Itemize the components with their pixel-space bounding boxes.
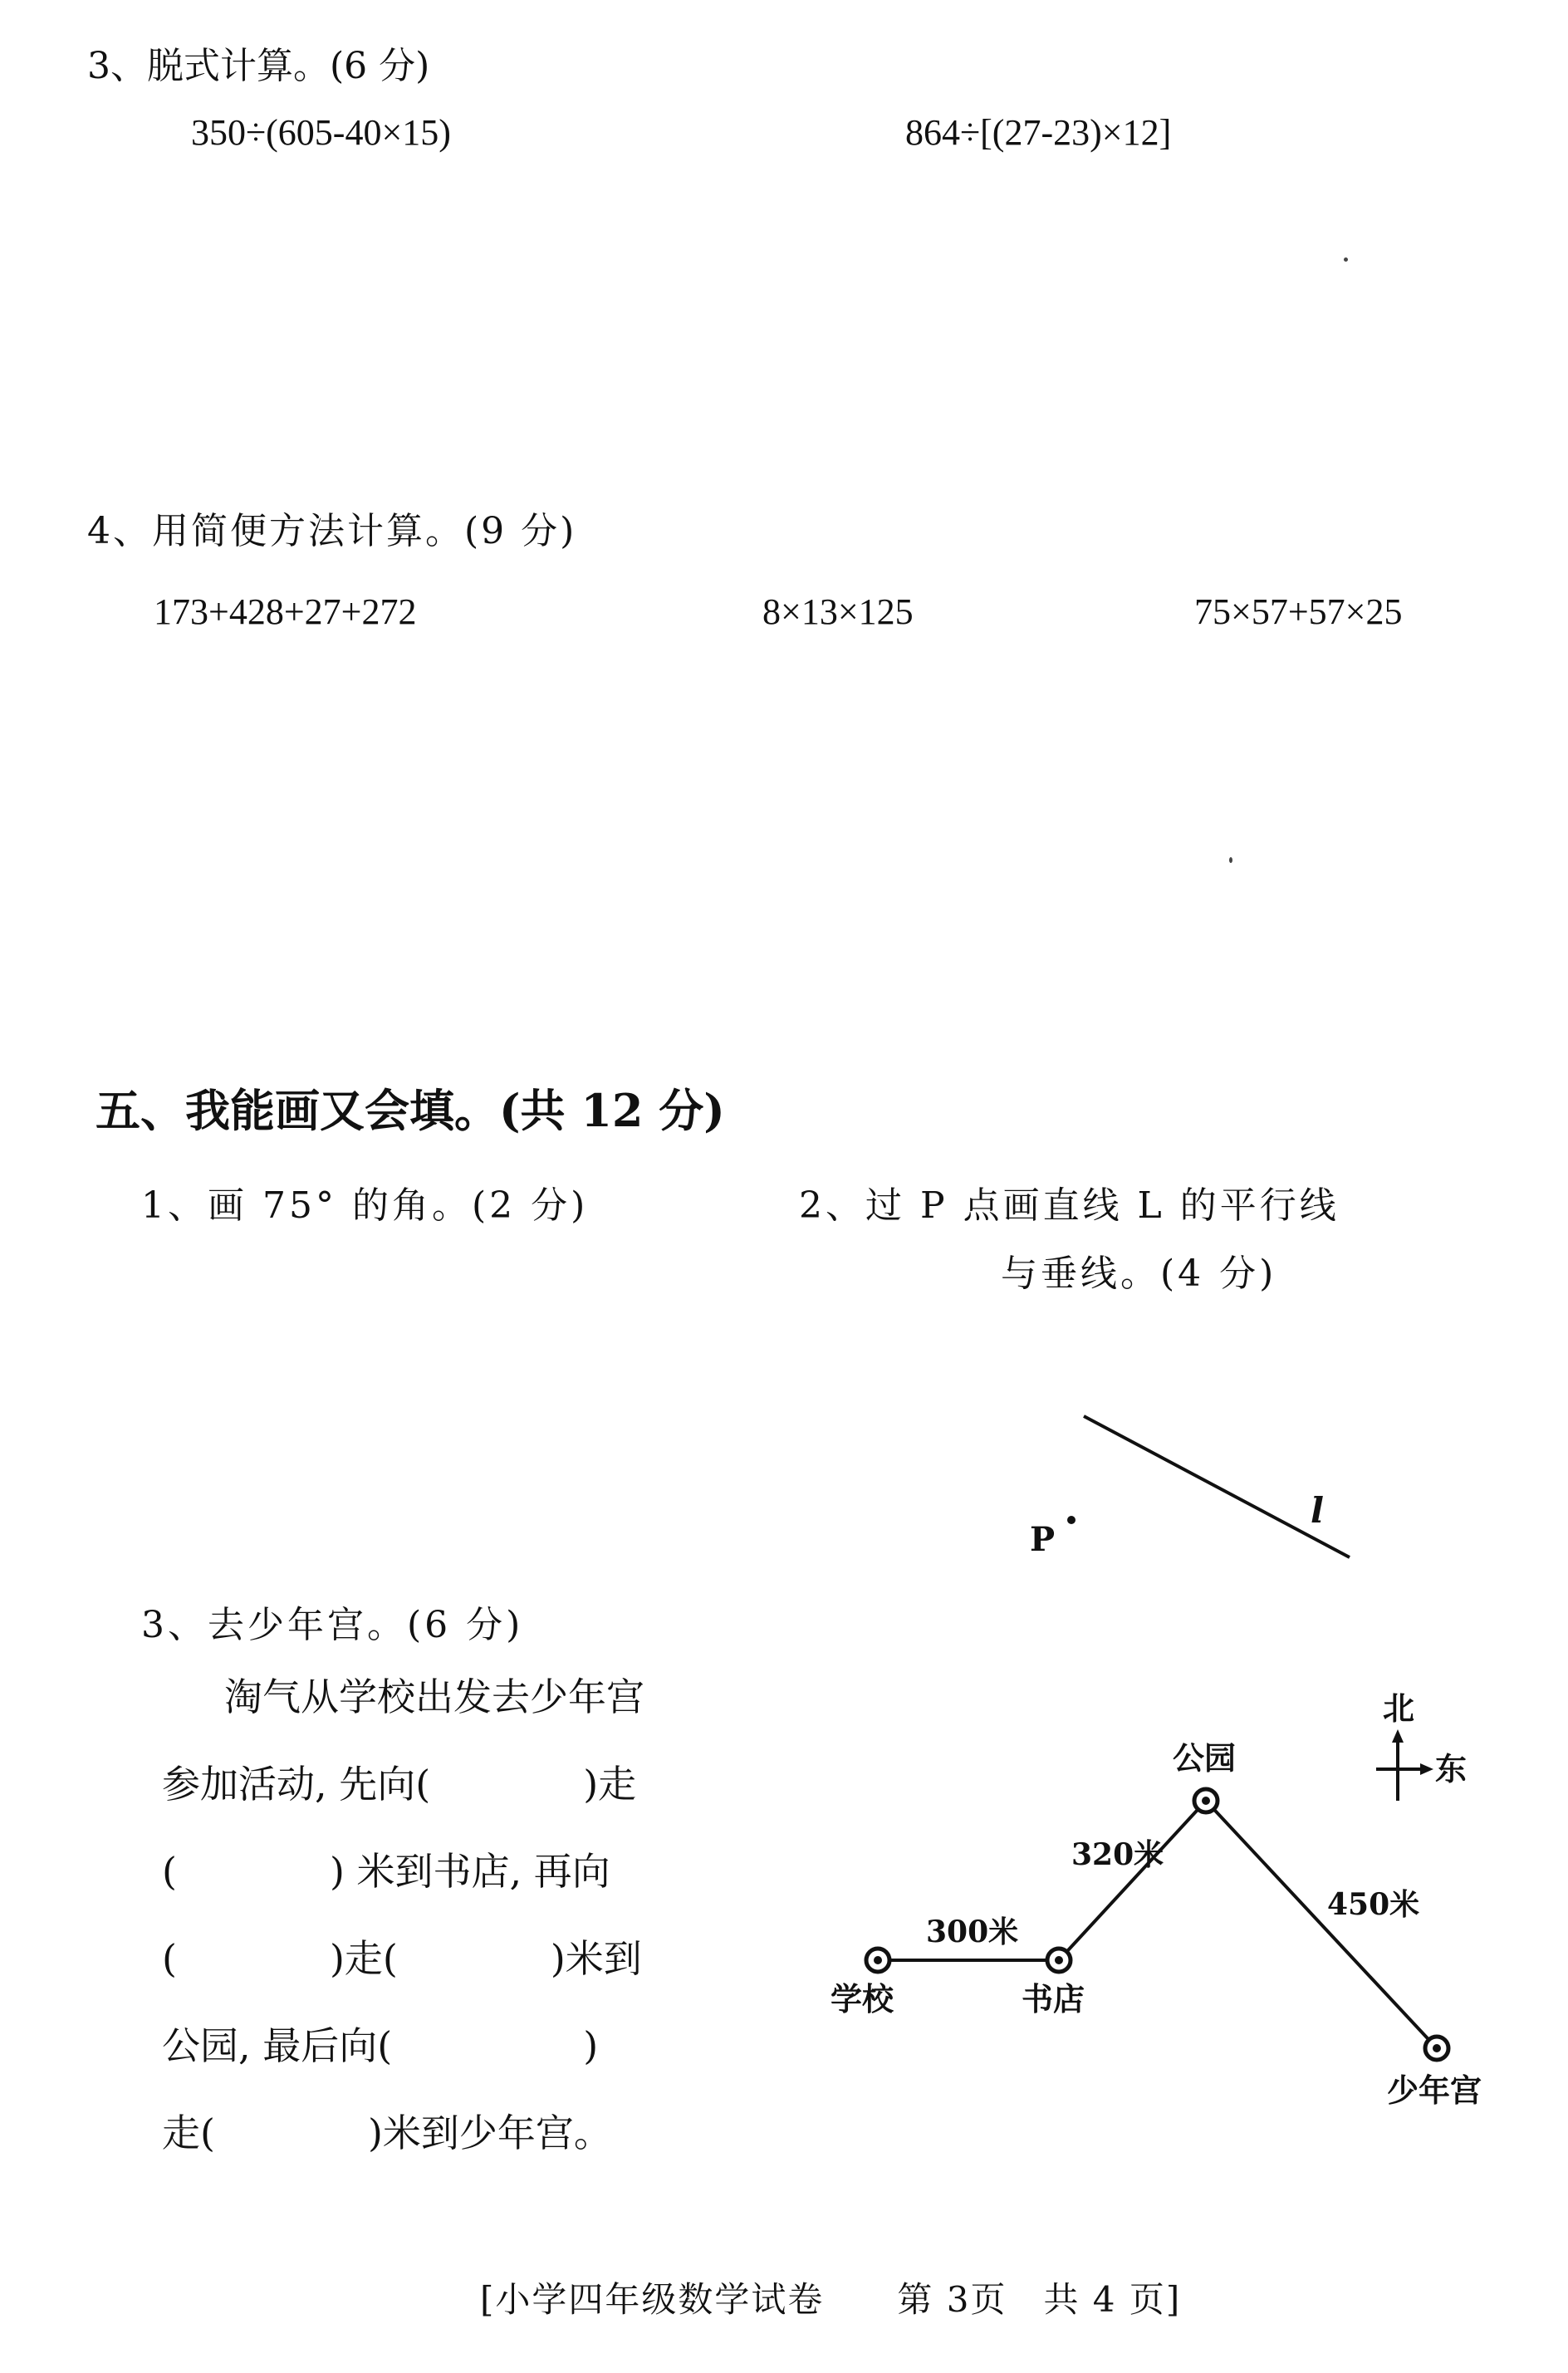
distance-school-bookstore: 300米 [926, 1915, 1019, 1949]
scan-speck [1344, 257, 1348, 262]
line-l [1084, 1416, 1350, 1557]
section-5-title: 五、我能画又会填。(共 12 分) [96, 1084, 725, 1137]
line-and-point-figure [997, 1395, 1370, 1578]
item-3-line-2: 参加活动, 先向( )走 [162, 1762, 637, 1807]
park-marker [1194, 1789, 1218, 1812]
route-park-palace [1206, 1801, 1437, 2048]
item-1-draw-angle: 1、画 75° 的角。(2 分) [141, 1184, 589, 1227]
page-footer: [小学四年级数学试卷 第 3页 共 4 页] [480, 2279, 1182, 2320]
distance-bookstore-park: 320米 [1071, 1837, 1164, 1872]
compass-north-label: 北 [1383, 1689, 1415, 1727]
item-3-line-3: ( ) 米到书店, 再向 [162, 1849, 610, 1894]
item-2-line-2: 与垂线。(4 分) [1001, 1253, 1277, 1295]
school-label: 学校 [831, 1980, 894, 2018]
item-3-title: 3、去少年宫。(6 分) [141, 1604, 524, 1646]
line-l-label: l [1311, 1490, 1324, 1531]
compass-east-label: 东 [1435, 1750, 1468, 1787]
q4-expression-2: 8×13×125 [762, 591, 914, 632]
item-3-line-4: ( )走( )米到 [162, 1936, 642, 1981]
point-p [1067, 1516, 1076, 1524]
bookstore-label: 书店 [1022, 1980, 1085, 2018]
q3-expression-1: 350÷(605-40×15) [191, 112, 451, 153]
school-marker [866, 1949, 889, 1972]
palace-label: 少年宫 [1387, 2071, 1482, 2109]
q3-expression-2: 864÷[(27-23)×12] [905, 112, 1172, 153]
palace-marker [1425, 2037, 1448, 2060]
q4-expression-1: 173+428+27+272 [154, 591, 417, 632]
q4-expression-3: 75×57+57×25 [1194, 591, 1403, 632]
item-2-line-1: 2、过 P 点画直线 L 的平行线 [799, 1184, 1340, 1227]
item-3-line-5: 公园, 最后向( ) [162, 2023, 599, 2068]
scan-speck [1229, 857, 1232, 863]
q3-title: 3、脱式计算。(6 分) [87, 45, 430, 87]
point-p-label: P [1030, 1520, 1056, 1559]
q4-title: 4、用简便方法计算。(9 分) [87, 510, 577, 552]
route-bookstore-park [1059, 1801, 1206, 1960]
compass-icon [1376, 1729, 1433, 1801]
item-3-line-6: 走( )米到少年宫。 [162, 2111, 612, 2155]
bookstore-marker [1047, 1949, 1071, 1972]
item-3-line-1: 淘气从学校出发去少年宫 [224, 1674, 644, 1719]
park-label: 公园 [1173, 1739, 1237, 1777]
distance-park-palace: 450米 [1327, 1887, 1420, 1922]
route-map [797, 1678, 1512, 2143]
